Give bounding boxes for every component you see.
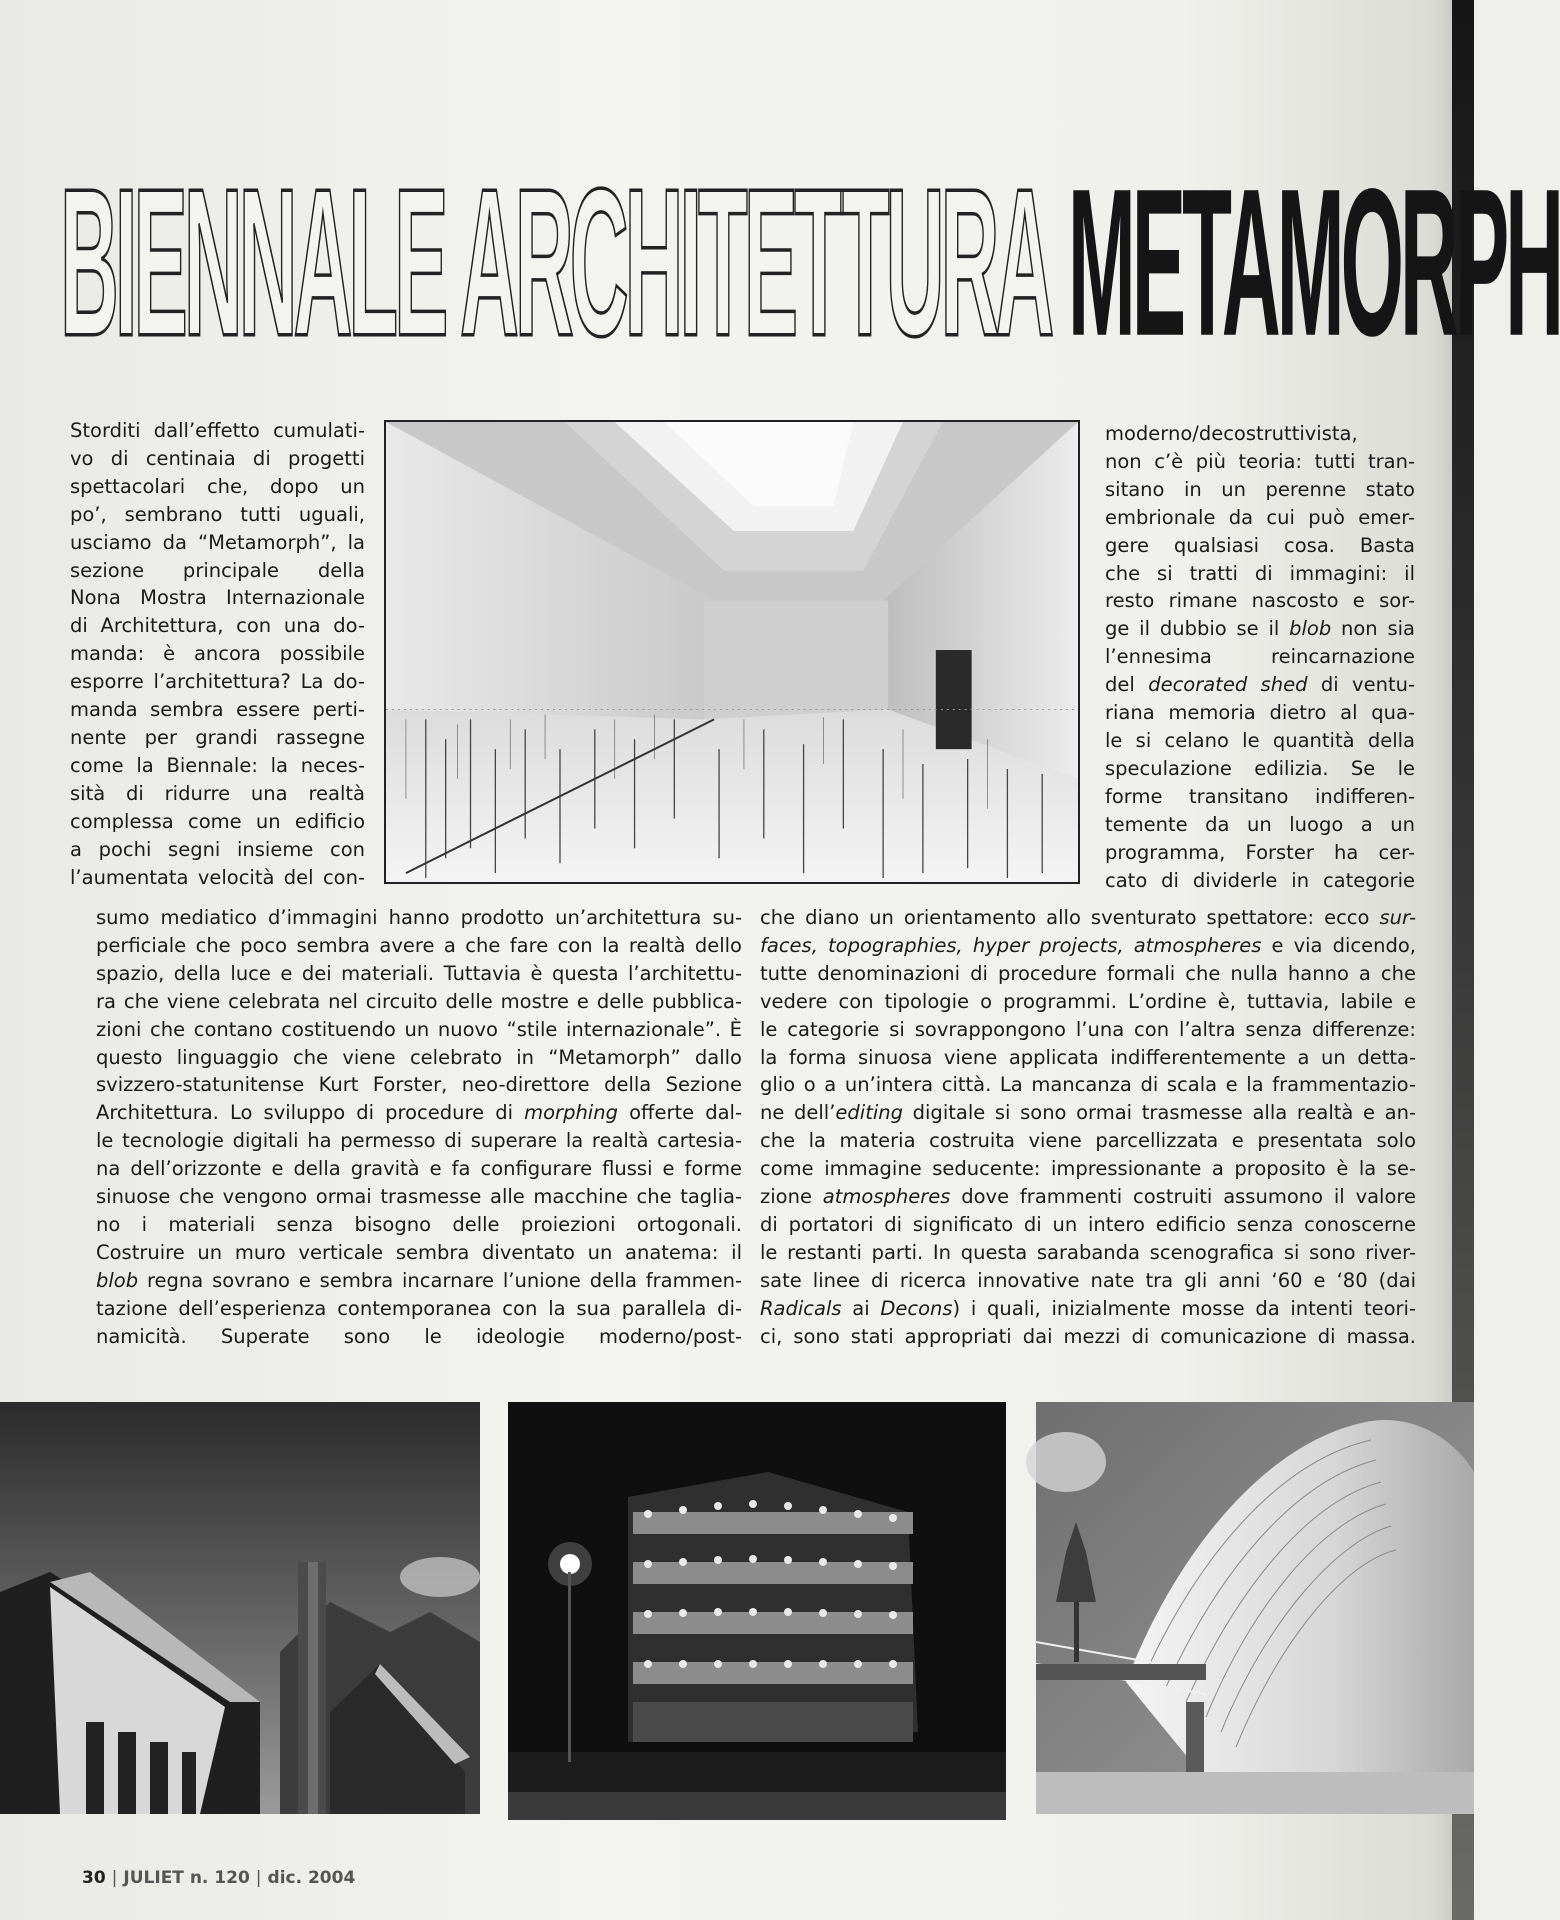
text-line: vo di centinaia di progetti xyxy=(70,446,365,470)
text-line: sezione principale della xyxy=(70,558,365,582)
curved-building-photo xyxy=(1036,1402,1474,1814)
text-line: resto rimane nascosto e sor- xyxy=(1105,589,1415,613)
text-line: usciamo da “Metamorph”, la xyxy=(70,530,365,554)
text-line xyxy=(96,1099,742,1127)
text-line: svizzero-statunitense Kurt Forster, neo-direttore della Sezione xyxy=(96,1073,742,1097)
text-line: di Architettura, con una do- xyxy=(70,614,365,638)
text-line: come immagine seducente: impressionante a proposito è la se- xyxy=(760,1157,1416,1181)
text-run: ne dell’ xyxy=(760,1101,836,1125)
text-line xyxy=(760,932,1416,960)
text-line: temente da un luogo a un xyxy=(1105,812,1415,836)
text-line: le tecnologie digitali ha permesso di superare la realtà cartesia- xyxy=(96,1129,742,1153)
text-line: na dell’orizzonte e della gravità e fa configurare flussi e forme xyxy=(96,1157,742,1181)
text-line: sità di ridurre una realtà xyxy=(70,781,365,805)
text-run: ai xyxy=(841,1296,881,1320)
text-line: glio o a un’intera città. La mancanza di scala e la frammentazio- xyxy=(760,1073,1416,1097)
text-line: le restanti parti. In questa sarabanda scenografica si sono river- xyxy=(760,1240,1416,1264)
exhibition-hall-photo xyxy=(384,420,1080,884)
magazine-issue: JULIET n. 120 xyxy=(123,1868,250,1888)
italic-term: blob xyxy=(1289,617,1332,641)
text-run: ge il dubbio se il xyxy=(1105,617,1290,641)
text-line: che si tratti di immagini: il xyxy=(1105,561,1415,585)
text-run: ) i quali, inizialmente mosse da intenti teori- xyxy=(952,1296,1416,1320)
italic-term: morphing xyxy=(524,1101,618,1125)
text-line xyxy=(96,1267,742,1295)
column-right-bottom xyxy=(760,904,1416,1351)
text-run: che diano un orientamento allo sventurato spettatore: ecco xyxy=(760,906,1380,929)
text-line: la forma sinuosa viene applicata indifferentemente a un detta- xyxy=(760,1045,1416,1069)
text-line: forme transitano indifferen- xyxy=(1105,784,1415,808)
column-left-top xyxy=(70,417,365,891)
text-line: nente per grandi rassegne xyxy=(70,725,365,749)
text-line xyxy=(1105,615,1415,643)
text-line xyxy=(760,904,1416,932)
title-outline-text: BIENNALE ARCHITETTURA xyxy=(60,145,1051,381)
text-line: di portatori di significato di un intero edificio senza conoscerne xyxy=(760,1212,1416,1236)
page-number: 30 xyxy=(82,1868,106,1888)
text-line: complessa come un edificio xyxy=(70,809,365,833)
text-line: perficiale che poco sembra avere a che fare con la realtà dello xyxy=(96,933,742,957)
text-line: sate linee di ricerca innovative nate tra gli anni ‘60 e ‘80 (dai xyxy=(760,1268,1416,1292)
text-line: vedere con tipologie o programmi. L’ordine è, tuttavia, labile e xyxy=(760,989,1416,1013)
italic-term: sur- xyxy=(1379,906,1416,929)
text-line: zioni che contano costituendo un nuovo “stile internazionale”. È xyxy=(96,1017,742,1041)
column-left-bottom xyxy=(96,904,742,1351)
text-line: a pochi segni insieme con xyxy=(70,837,365,861)
text-line: sumo mediatico d’immagini hanno prodotto un’architettura su- xyxy=(96,906,742,929)
italic-term: editing xyxy=(835,1101,903,1125)
text-line xyxy=(760,1183,1416,1211)
text-line: sitano in un perenne stato xyxy=(1105,477,1415,501)
text-line: tazione dell’esperienza contemporanea con la sua parallela di- xyxy=(96,1296,742,1320)
text-run: del xyxy=(1105,673,1149,697)
footer-separator: | xyxy=(111,1868,118,1888)
page-footer xyxy=(82,1868,355,1888)
text-run: digitale si sono ormai trasmesse alla realtà e an- xyxy=(903,1101,1416,1125)
italic-term: Decons xyxy=(880,1296,953,1320)
text-line: sinuose che vengono ormai trasmesse alle macchine che taglia- xyxy=(96,1185,742,1209)
text-line: no i materiali senza bisogno delle proiezioni ortogonali. xyxy=(96,1212,742,1236)
text-line: speculazione edilizia. Se le xyxy=(1105,756,1415,780)
italic-term: decorated shed xyxy=(1148,673,1308,697)
text-line: riana memoria dietro al qua- xyxy=(1105,701,1415,725)
text-line xyxy=(760,1295,1416,1323)
text-line: gere qualsiasi cosa. Basta xyxy=(1105,533,1415,557)
issue-date: dic. 2004 xyxy=(267,1868,356,1888)
text-line: l’aumentata velocità del con- xyxy=(70,865,365,889)
text-line: l’ennesima reincarnazione xyxy=(1105,645,1415,669)
text-line: non c’è più teoria: tutti tran- xyxy=(1105,449,1415,473)
text-line: Costruire un muro verticale sembra diventato un anatema: il xyxy=(96,1240,742,1264)
text-line: spazio, della luce e dei materiali. Tuttavia è questa l’architettu- xyxy=(96,961,742,985)
column-right-top xyxy=(1105,420,1415,894)
italic-term: faces, topographies, hyper projects, atmospheres xyxy=(760,933,1262,957)
text-line: moderno/decostruttivista, xyxy=(1105,422,1358,445)
text-line: cato di dividerle in categorie xyxy=(1105,868,1415,892)
text-line: programma, Forster ha cer- xyxy=(1105,840,1415,864)
text-run: Architettura. Lo sviluppo di procedure di xyxy=(96,1101,525,1125)
text-line: come la Biennale: la neces- xyxy=(70,753,365,777)
title-solid-text: METAMORPH xyxy=(1067,145,1560,381)
italic-term: Radicals xyxy=(760,1296,842,1320)
text-line: tutte denominazioni di procedure formali che nulla hanno a che xyxy=(760,961,1416,985)
night-building-photo xyxy=(508,1402,1006,1820)
text-line: che la materia costruita viene parcellizzata e presentata solo xyxy=(760,1129,1416,1153)
text-run: regna sovrano e sembra incarnare l’unione della frammen- xyxy=(138,1268,742,1292)
text-run: zione xyxy=(760,1185,823,1209)
church-building-photo xyxy=(0,1402,480,1814)
text-line: questo linguaggio che viene celebrato in “Metamorph” dallo xyxy=(96,1045,742,1069)
text-line: le si celano le quantità della xyxy=(1105,728,1415,752)
text-run: dove frammenti costruiti assumono il valore xyxy=(950,1185,1416,1209)
italic-term: atmospheres xyxy=(822,1185,951,1209)
text-line: Nona Mostra Internazionale xyxy=(70,586,365,610)
text-line: embrionale da cui può emer- xyxy=(1105,505,1415,529)
text-line: po’, sembrano tutti uguali, xyxy=(70,502,365,526)
text-line xyxy=(1105,671,1415,699)
text-run: offerte dal- xyxy=(617,1101,742,1125)
text-line: manda sembra essere perti- xyxy=(70,698,365,722)
text-line: ci, sono stati appropriati dai mezzi di comunicazione di massa. xyxy=(760,1324,1416,1348)
text-line: Storditi dall’effetto cumulati- xyxy=(70,419,365,442)
text-line xyxy=(760,1099,1416,1127)
text-line: spettacolari che, dopo un xyxy=(70,474,365,498)
text-line: le categorie si sovrappongono l’una con l’altra senza differenze: xyxy=(760,1017,1416,1041)
text-run: di ventu- xyxy=(1307,673,1415,697)
text-line: ra che viene celebrata nel circuito delle mostre e delle pubblica- xyxy=(96,989,742,1013)
text-run: e via dicendo, xyxy=(1261,933,1416,957)
footer-separator: | xyxy=(255,1868,262,1888)
text-line: manda: è ancora possibile xyxy=(70,642,365,666)
text-line: esporre l’architettura? La do- xyxy=(70,670,365,694)
text-run: non sia xyxy=(1331,617,1415,641)
text-line: namicità. Superate sono le ideologie moderno/post- xyxy=(96,1324,742,1348)
italic-term: blob xyxy=(96,1268,139,1292)
